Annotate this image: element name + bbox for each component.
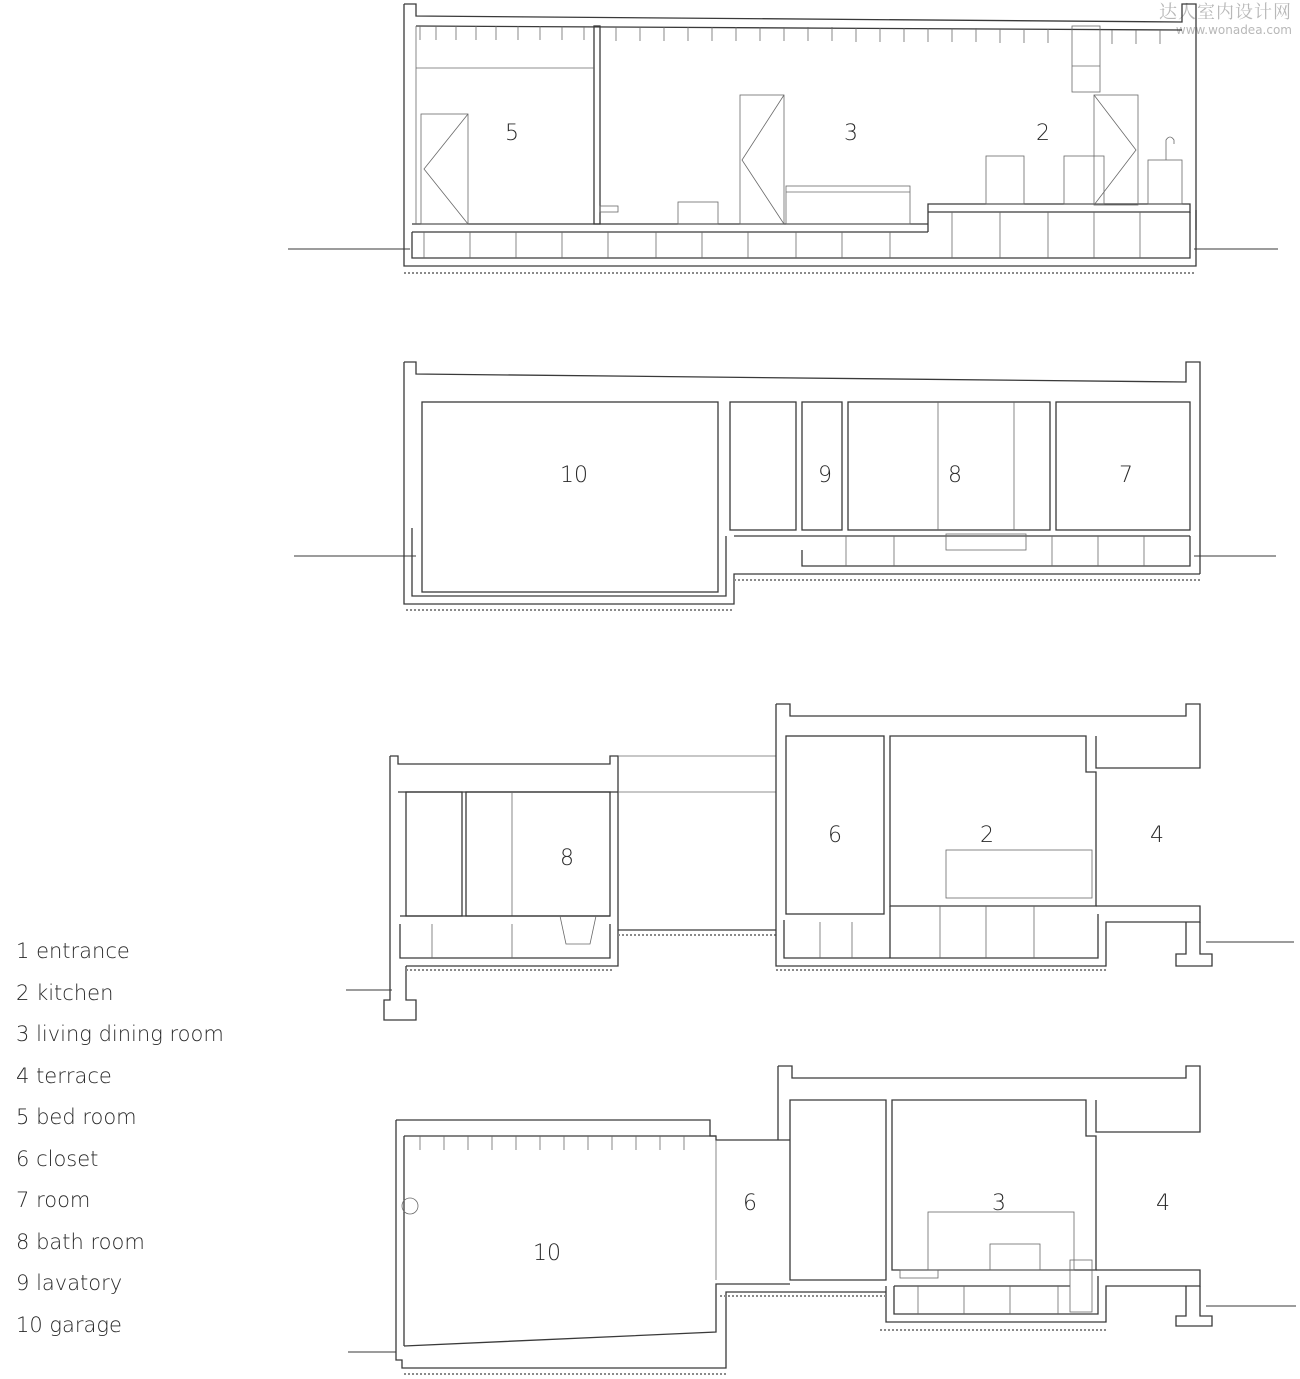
legend-label: entrance [36, 939, 130, 963]
legend-label: garage [49, 1312, 122, 1337]
legend-item [16, 1102, 224, 1144]
legend-label: room [36, 1188, 91, 1212]
legend-item [16, 936, 224, 978]
room-label: 6 [743, 1191, 757, 1216]
room-label: 7 [1119, 463, 1133, 488]
legend-number: 8 [16, 1229, 30, 1254]
room-label: 8 [948, 463, 962, 488]
legend-number: 6 [16, 1146, 30, 1171]
rafters-d [420, 1136, 684, 1150]
legend-number: 1 [16, 939, 30, 963]
legend-number: 7 [16, 1188, 30, 1212]
legend-item [16, 1019, 224, 1061]
legend-number: 4 [16, 1063, 30, 1088]
legend-label: bath room [36, 1229, 145, 1254]
legend-label: terrace [36, 1063, 112, 1088]
legend-label: bed room [36, 1105, 137, 1129]
legend-number: 9 [16, 1271, 30, 1295]
room-label: 5 [505, 121, 519, 146]
legend-number: 5 [16, 1105, 30, 1129]
legend-label: living dining room [36, 1022, 224, 1046]
legend-label: closet [36, 1146, 99, 1171]
room-label: 4 [1156, 1191, 1170, 1216]
room-label: 6 [828, 823, 842, 848]
room-label: 2 [1036, 121, 1050, 146]
legend-item [16, 978, 224, 1020]
legend-number: 3 [16, 1022, 30, 1046]
room-label: 9 [818, 463, 832, 488]
room-label: 3 [992, 1191, 1006, 1216]
watermark-url: www.wonadea.com [1175, 23, 1292, 37]
room-label: 10 [560, 463, 588, 488]
joists-c [432, 906, 1034, 958]
legend-item [16, 1227, 224, 1269]
room-label: 3 [844, 121, 858, 146]
legend-label: kitchen [36, 980, 114, 1005]
watermark-brand: 达人室内设计网 [1159, 2, 1292, 23]
room-label: 4 [1150, 823, 1164, 848]
joists-b [846, 536, 1144, 566]
room-legend [16, 936, 224, 1351]
room-label: 10 [533, 1241, 561, 1266]
legend-item [16, 1144, 224, 1186]
legend-item [16, 1310, 224, 1352]
legend-label: lavatory [36, 1271, 123, 1295]
section-a [288, 4, 1278, 273]
legend-item [16, 1268, 224, 1310]
joists-a [424, 212, 1140, 258]
legend-item [16, 1061, 224, 1103]
room-label: 2 [980, 823, 994, 848]
room-label: 8 [560, 846, 574, 871]
section-d [348, 1066, 1296, 1374]
joists-d [918, 1286, 1058, 1314]
legend-item [16, 1185, 224, 1227]
legend-number: 10 [16, 1312, 43, 1337]
section-c [346, 704, 1294, 1020]
legend-number: 2 [16, 980, 30, 1005]
section-b [294, 362, 1276, 610]
